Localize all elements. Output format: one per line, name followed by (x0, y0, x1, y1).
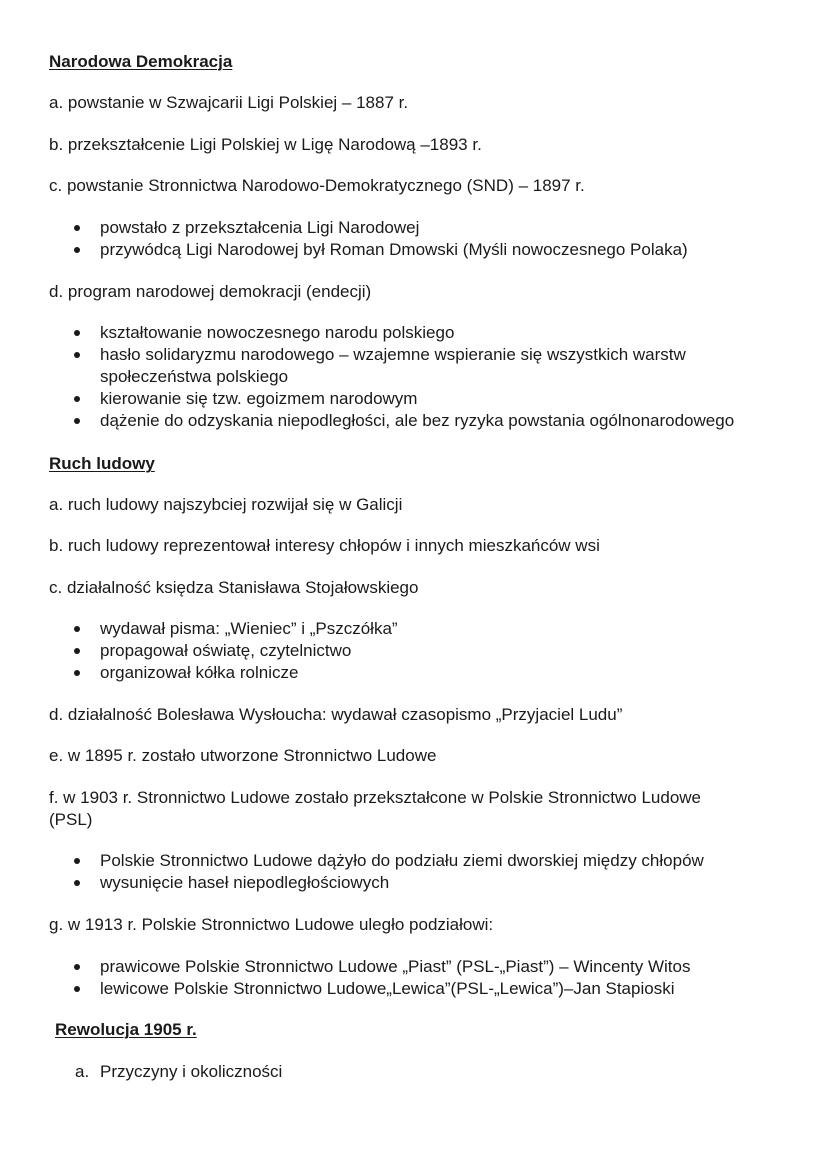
bullet-item: lewicowe Polskie Stronnictwo Ludowe„Lewica”(PSL-„Lewica”)–Jan Stapioski (100, 979, 675, 998)
bullet-icon (74, 662, 82, 684)
item-g: g. w 1913 r. Polskie Stronnictwo Ludowe uległo podziałowi: (49, 915, 494, 934)
section-heading-rewolucja-1905: Rewolucja 1905 r. (55, 1020, 197, 1039)
bullet-icon (74, 978, 82, 1000)
list-marker: a. (75, 1062, 90, 1081)
bullet-item: kształtowanie nowoczesnego narodu polskiego (100, 323, 455, 342)
item-a: a. powstanie w Szwajcarii Ligi Polskiej – 1887 r. (49, 93, 409, 112)
section-heading-ruch-ludowy: Ruch ludowy (49, 454, 155, 473)
bullet-item: przywódcą Ligi Narodowej był Roman Dmowski (Myśli nowoczesnego Polaka) (100, 240, 688, 259)
item-a: Przyczyny i okoliczności (100, 1062, 283, 1081)
bullet-item: prawicowe Polskie Stronnictwo Ludowe „Piast” (PSL-„Piast”) – Wincenty Witos (100, 957, 691, 976)
item-a: a. ruch ludowy najszybciej rozwijał się w Galicji (49, 495, 403, 514)
bullet-item: powstało z przekształcenia Ligi Narodowej (100, 218, 420, 237)
item-f-line2: (PSL) (49, 810, 93, 829)
bullet-icon (74, 344, 82, 366)
item-d: d. program narodowej demokracji (endecji) (49, 282, 372, 301)
bullet-icon (74, 872, 82, 894)
section-heading-narodowa-demokracja: Narodowa Demokracja (49, 52, 233, 71)
bullet-icon (74, 410, 82, 432)
bullet-item: organizował kółka rolnicze (100, 663, 299, 682)
bullet-icon (74, 956, 82, 978)
bullet-item: wydawał pisma: „Wieniec” i „Pszczółka” (100, 619, 398, 638)
item-b: b. ruch ludowy reprezentował interesy chłopów i innych mieszkańców wsi (49, 536, 600, 555)
bullet-item: hasło solidaryzmu narodowego – wzajemne wspieranie się wszystkich warstw społeczeństwa polskiego (100, 345, 686, 386)
item-b: b. przekształcenie Ligi Polskiej w Ligę Narodową –1893 r. (49, 135, 482, 154)
bullet-icon (74, 322, 82, 344)
item-f-line1: f. w 1903 r. Stronnictwo Ludowe zostało przekształcone w Polskie Stronnictwo Ludowe (49, 788, 702, 807)
bullet-icon (74, 850, 82, 872)
bullet-icon (74, 388, 82, 410)
bullet-icon (74, 217, 82, 239)
item-c: c. działalność księdza Stanisława Stojałowskiego (49, 578, 419, 597)
bullet-item: kierowanie się tzw. egoizmem narodowym (100, 389, 418, 408)
bullet-icon (74, 239, 82, 261)
item-d: d. działalność Bolesława Wysłoucha: wydawał czasopismo „Przyjaciel Ludu” (49, 705, 623, 724)
bullet-item: dążenie do odzyskania niepodległości, ale bez ryzyka powstania ogólnonarodowego (100, 411, 735, 430)
item-e: e. w 1895 r. zostało utworzone Stronnictwo Ludowe (49, 746, 437, 765)
item-c: c. powstanie Stronnictwa Narodowo-Demokratycznego (SND) – 1897 r. (49, 176, 585, 195)
bullet-item: wysunięcie haseł niepodległościowych (100, 873, 390, 892)
bullet-icon (74, 640, 82, 662)
bullet-icon (74, 618, 82, 640)
bullet-item: Polskie Stronnictwo Ludowe dążyło do podziału ziemi dworskiej między chłopów (100, 851, 704, 870)
bullet-item: propagował oświatę, czytelnictwo (100, 641, 352, 660)
